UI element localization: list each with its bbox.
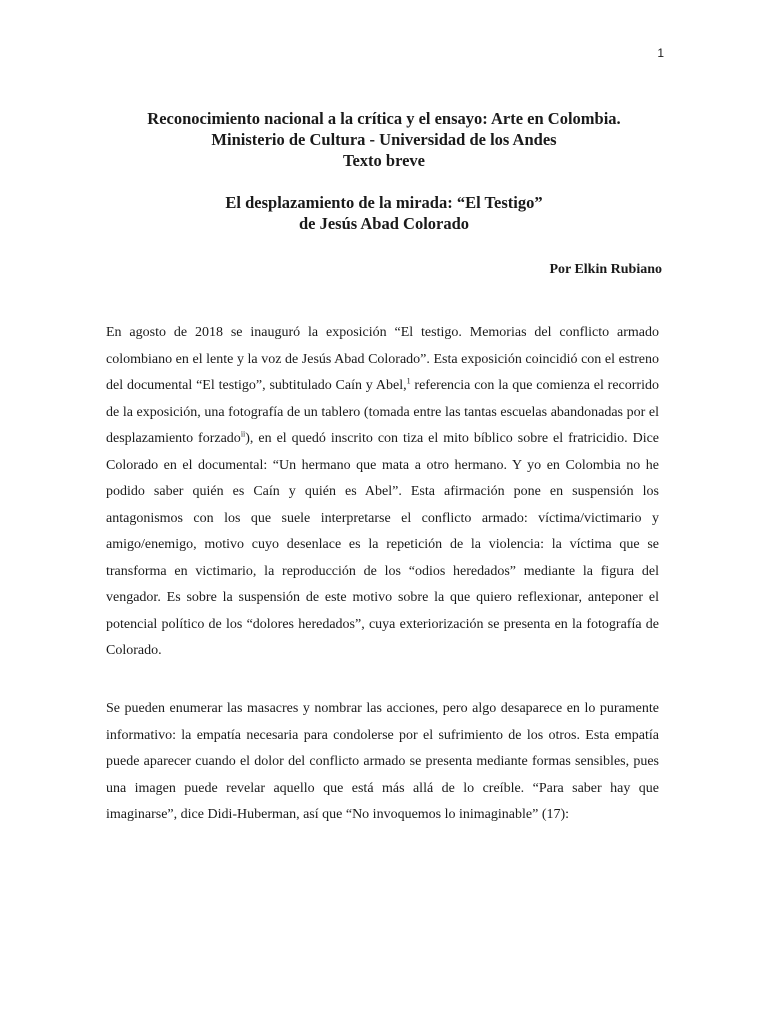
essay-title xyxy=(0,192,768,234)
header-line-category: Texto breve xyxy=(342,151,426,170)
paragraph-1-text-b: referencia con la que comienza el recorrido de la exposición, una fotografía de un tablero (tomada entre las tantas escuelas abandonadas por el desplazamiento forzado xyxy=(106,378,659,446)
paragraph-1-text-a: En agosto de 2018 se inauguró la exposición “El testigo. Memorias del conflicto armado colombiano en el lente y la voz de Jesús Abad Colorado”. Esta exposición coincidió con el estreno del documental “El testigo”, subtitulado Caín y Abel, xyxy=(106,325,659,393)
page-number: 1 xyxy=(657,46,664,60)
essay-title-line1: El desplazamiento de la mirada: “El Testigo” xyxy=(225,193,543,212)
body-paragraph-2: Se pueden enumerar las masacres y nombrar las acciones, pero algo desaparece en lo puramente informativo: la empatía necesaria para condolerse por el sufrimiento de los otros. Esta empatía puede aparecer cuando el dolor del conflicto armado se presenta mediante formas sensibles, pues una imagen puede revelar aquello que está más allá de lo creíble. “Para saber hay que imaginarse”, dice Didi-Huberman, así que “No invoquemos lo inimaginable” (17): xyxy=(106,701,659,822)
footnote-marker-1[interactable]: 1 xyxy=(406,376,411,386)
endnote-marker-ii[interactable]: ii xyxy=(240,429,246,439)
body-paragraph-1 xyxy=(106,320,659,665)
header-line-award: Reconocimiento nacional a la crítica y el ensayo: Arte en Colombia. xyxy=(147,109,621,128)
header-line-institutions: Ministerio de Cultura - Universidad de los Andes xyxy=(211,130,557,149)
paragraph-1-text-c: ), en el quedó inscrito con tiza el mito bíblico sobre el fratricidio. Dice Colorado en el documental: “Un hermano que mata a otro hermano. Y yo en Colombia no he podido saber quién es Caín y quién es Abel”. Esta afirmación pone en suspensión los antagonismos con los que suele interpretarse el conflicto armado: víctima/victimario y amigo/enemigo, motivo cuyo desenlace es la repetición de la violencia: la víctima que se transforma en victimario, la reproducción de los “odios heredados” mediante la figura del vengador. Es sobre la suspensión de este motivo sobre la que quiero reflexionar, anteponer el potencial político de los “dolores heredados”, cuya exteriorización se presenta en la fotografía de Colorado. xyxy=(106,431,660,658)
essay-title-line2: de Jesús Abad Colorado xyxy=(298,214,470,233)
document-header xyxy=(0,108,768,171)
author-byline: Por Elkin Rubiano xyxy=(549,262,662,277)
